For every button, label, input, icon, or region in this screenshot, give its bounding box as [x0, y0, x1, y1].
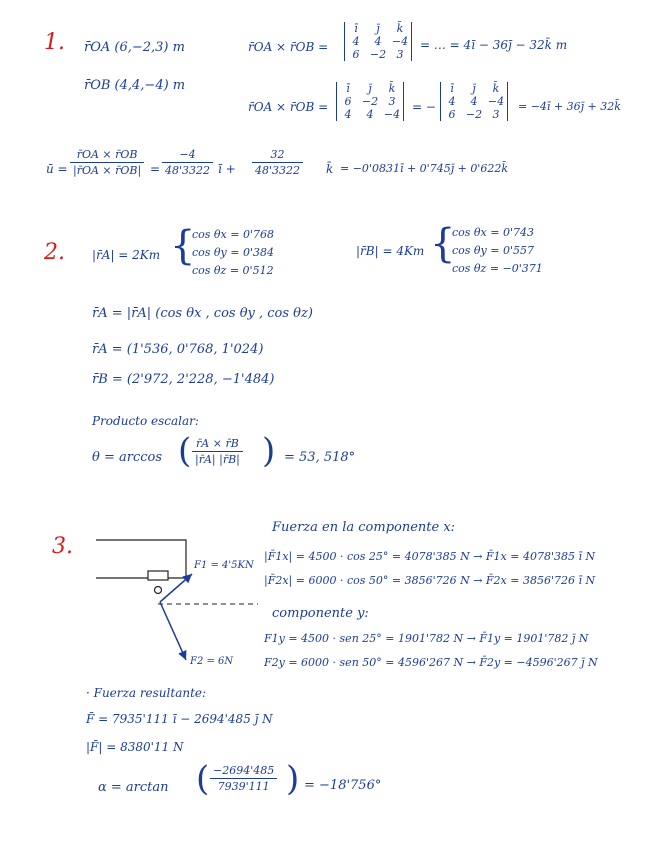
cross1-result: = … = 4ī − 36j̄ − 32k̄ m [420, 38, 568, 52]
det-cell: −2 [361, 95, 379, 108]
resultant-modulus: |F̄| = 8380'11 N [86, 740, 184, 754]
ra-brace: { [170, 223, 196, 269]
alpha-lhs: α = arctan [98, 780, 169, 795]
det-cell: −2 [465, 108, 483, 121]
det-cell: j̄ [472, 82, 476, 95]
force-f2-arrow [160, 602, 186, 660]
det-cell: j̄ [368, 82, 372, 95]
rb-modulus: |r̄B| = 4Km [356, 244, 425, 258]
theta-lhs: θ = arccos [92, 450, 163, 465]
det-cell: 6 [344, 95, 352, 108]
x-component-heading: Fuerza en la componente x: [272, 520, 456, 535]
fraction-denominator: |r̄OA × r̄OB| [73, 164, 142, 177]
support-block [148, 571, 168, 580]
unit-k-term: k̄ [326, 162, 334, 176]
det-cell: 6 [448, 108, 456, 121]
rb-cos-x: cos θx = 0'743 [452, 226, 534, 239]
dot-product-heading: Producto escalar: [92, 414, 199, 428]
det-cell: ī [354, 22, 358, 35]
fraction-numerator: r̄A × r̄B [192, 437, 243, 452]
det-cell: k̄ [388, 82, 396, 95]
det-cell: 4 [374, 35, 382, 48]
f2y-calc: F2y = 6000 · sen 50° = 4596'267 N → F̄2y = −4596'267 j̄ N [264, 656, 598, 669]
fraction-denominator: 48'3322 [255, 164, 301, 177]
alpha-result: = −18'756° [304, 778, 382, 793]
theta-result: = 53, 518° [284, 450, 356, 465]
unit-vector-result: = −0'0831ī + 0'745j̄ + 0'622k̄ [340, 162, 508, 175]
problem-number-3: 3. [52, 534, 73, 559]
det-cell: 4 [352, 35, 360, 48]
det-cell: 4 [366, 108, 374, 121]
ra-cos-z: cos θz = 0'512 [192, 264, 274, 277]
theta-paren-left: ( [178, 431, 192, 471]
det-cell: 4 [470, 95, 478, 108]
unit-vector-lhs: ū = [46, 162, 68, 176]
vector-roa: r̄OA (6,−2,3) m [84, 40, 185, 55]
alpha-fraction [210, 764, 277, 793]
f1x-calc: |F̄1x| = 4500 · cos 25° = 4078'385 N → F̄1x = 4078'385 ī N [264, 550, 596, 563]
cross2-lhs: r̄OA × r̄OB = [248, 100, 329, 114]
y-component-heading: componente y: [272, 606, 369, 621]
support-outline [96, 540, 186, 578]
ra-cos-y: cos θy = 0'384 [192, 246, 274, 259]
rb-vector: r̄B = (2'972, 2'228, −1'484) [92, 372, 275, 387]
problem-number-2: 2. [44, 240, 65, 265]
alpha-paren-left: ( [196, 759, 210, 799]
problem-number-1: 1. [44, 30, 65, 55]
ra-cos-x: cos θx = 0'768 [192, 228, 274, 241]
f1y-calc: F1y = 4500 · sen 25° = 1901'782 N → F̄1y = 1901'782 j̄ N [264, 632, 589, 645]
alpha-paren-right: ) [286, 759, 300, 799]
f2x-calc: |F̄2x| = 6000 · cos 50° = 3856'726 N → F̄2x = 3856'726 ī N [264, 574, 596, 587]
det-cell: −4 [487, 95, 505, 108]
rb-cos-z: cos θz = −0'371 [452, 262, 543, 275]
ra-formula: r̄A = |r̄A| (cos θx , cos θy , cos θz) [92, 306, 313, 321]
fraction-numerator: 32 [252, 148, 303, 163]
fraction-denominator: |r̄A| |r̄B| [195, 453, 240, 466]
fraction-numerator: −2694'485 [210, 764, 277, 779]
force-f2-label: F2 = 6N [190, 656, 234, 667]
fraction-denominator: 7939'111 [217, 780, 270, 793]
resultant-heading: · Fuerza resultante: [86, 686, 207, 700]
unit-i-term: ī + [218, 162, 236, 176]
rb-brace: { [430, 221, 456, 267]
theta-paren-right: ) [262, 431, 276, 471]
force-f1-label: F1 = 4'5KN [194, 560, 254, 571]
vector-rob: r̄OB (4,4,−4) m [84, 78, 186, 93]
det-cell: ī [450, 82, 454, 95]
det-cell: 4 [344, 108, 352, 121]
det-cell: j̄ [376, 22, 380, 35]
cross2-mid: = − [412, 100, 436, 114]
resultant-vector: F̄ = 7935'111 ī − 2694'485 j̄ N [86, 712, 273, 726]
det-cell: k̄ [396, 22, 404, 35]
ra-modulus: |r̄A| = 2Km [92, 248, 161, 262]
ra-vector: r̄A = (1'536, 0'768, 1'024) [92, 342, 264, 357]
det-cell: k̄ [492, 82, 500, 95]
det-cell: ī [346, 82, 350, 95]
rb-cos-y: cos θy = 0'557 [452, 244, 534, 257]
det-cell: 4 [448, 95, 456, 108]
pin-joint [155, 587, 162, 594]
unit-eq: = [150, 162, 161, 176]
det-cell: 3 [492, 108, 500, 121]
det-cell: −4 [391, 35, 409, 48]
det-cell: −4 [383, 108, 401, 121]
det-cell: −2 [369, 48, 387, 61]
cross1-lhs: r̄OA × r̄OB = [248, 40, 329, 54]
cross2-result: = −4ī + 36j̄ + 32k̄ [518, 100, 621, 113]
det-cell: 3 [388, 95, 396, 108]
fraction-numerator: r̄OA × r̄OB [70, 148, 144, 163]
det-cell: 6 [352, 48, 360, 61]
fraction-numerator: −4 [162, 148, 213, 163]
fraction-denominator: 48'3322 [165, 164, 211, 177]
det-cell: 3 [396, 48, 404, 61]
